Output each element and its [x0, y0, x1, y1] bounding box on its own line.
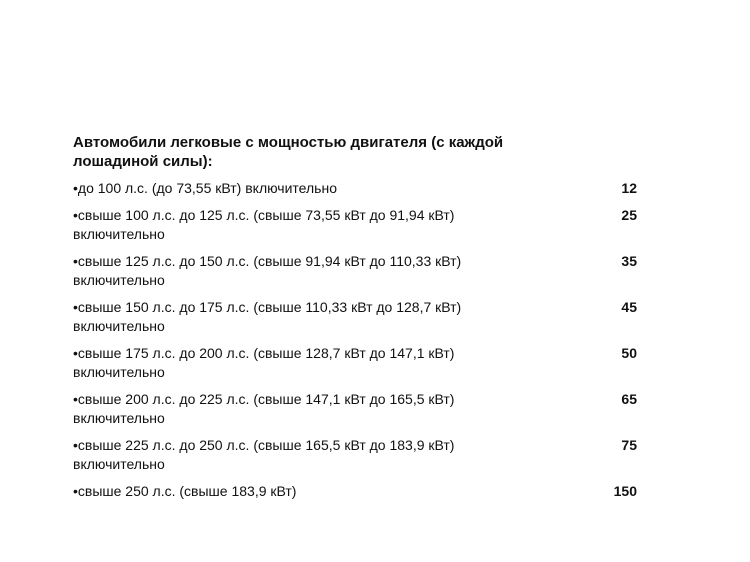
row-value: 25: [621, 207, 637, 223]
row-label: •свыше 100 л.с. до 125 л.с. (свыше 73,55 кВт до 91,94 кВт) включительно: [73, 207, 455, 242]
table-row: [73, 390, 653, 436]
table-row: [73, 436, 653, 482]
row-value: 50: [621, 345, 637, 361]
row-label: •свыше 175 л.с. до 200 л.с. (свыше 128,7 кВт до 147,1 кВт) включительно: [73, 345, 455, 380]
row-label: •свыше 200 л.с. до 225 л.с. (свыше 147,1 кВт до 165,5 кВт) включительно: [73, 391, 455, 426]
table-row: [73, 344, 653, 390]
row-label: •свыше 225 л.с. до 250 л.с. (свыше 165,5 кВт до 183,9 кВт) включительно: [73, 437, 455, 472]
rate-table: [73, 179, 653, 509]
row-value: 45: [621, 299, 637, 315]
table-row: [73, 179, 653, 206]
table-row: [73, 206, 653, 252]
row-value: 150: [613, 483, 637, 499]
table-heading: Автомобили легковые с мощностью двигателя (с каждой лошадиной силы):: [73, 134, 504, 170]
table-row: [73, 252, 653, 298]
row-value: 35: [621, 253, 637, 269]
table-row: [73, 298, 653, 344]
row-value: 65: [621, 391, 637, 407]
row-label: •свыше 150 л.с. до 175 л.с. (свыше 110,33 кВт до 128,7 кВт) включительно: [73, 299, 462, 334]
row-label: •свыше 125 л.с. до 150 л.с. (свыше 91,94 кВт до 110,33 кВт) включительно: [73, 253, 462, 288]
row-label: •свыше 250 л.с. (свыше 183,9 кВт): [73, 483, 297, 499]
row-label: •до 100 л.с. (до 73,55 кВт) включительно: [73, 180, 337, 196]
row-value: 12: [621, 180, 637, 196]
row-value: 75: [621, 437, 637, 453]
table-row: [73, 482, 653, 509]
